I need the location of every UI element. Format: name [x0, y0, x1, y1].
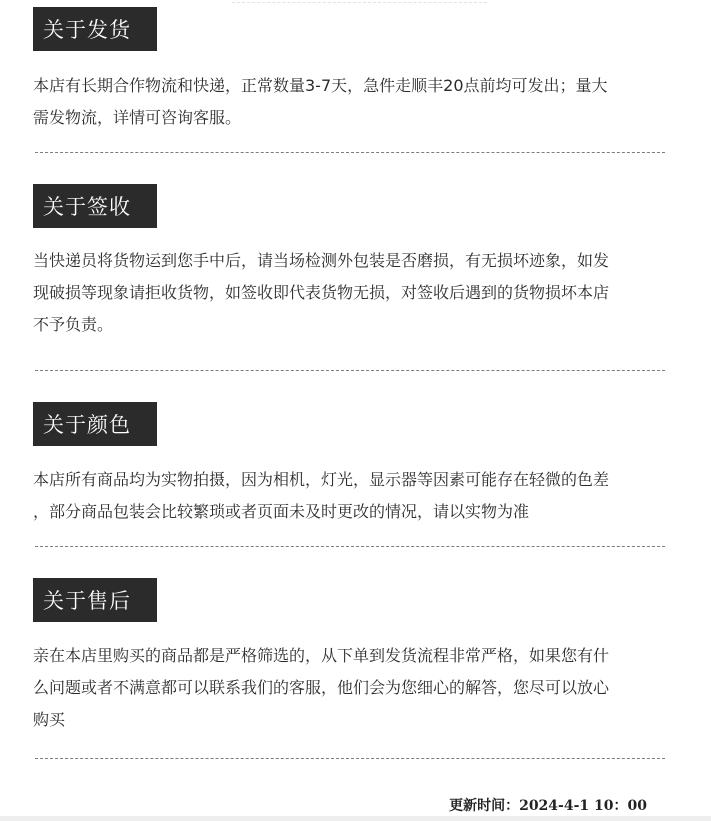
- update-time: 更新时间：2024-4-1 10：00: [449, 798, 647, 814]
- section-title: 关于签收: [43, 195, 131, 219]
- body-line: ，部分商品包装会比较繁琐或者页面未及时更改的情况，请以实物为准: [33, 502, 530, 521]
- body-line: 购买: [33, 710, 66, 729]
- top-cropped-strip: [0, 0, 711, 6]
- section-title: 关于售后: [43, 589, 131, 613]
- section-title: 关于颜色: [43, 413, 131, 437]
- cropped-divider: [232, 2, 487, 3]
- section-body-color: [33, 464, 673, 528]
- section-body-receipt: [33, 245, 673, 341]
- section-title: 关于发货: [43, 18, 131, 42]
- section-divider: [35, 758, 665, 759]
- section-heading-receipt: [33, 184, 157, 228]
- body-line: 需发物流，详情可咨询客服。: [33, 108, 242, 127]
- body-line: 不予负责。: [33, 315, 114, 334]
- section-divider: [35, 370, 665, 371]
- body-line: 亲在本店里购买的商品都是严格筛选的，从下单到发货流程非常严格，如果您有什: [33, 646, 610, 665]
- body-line: 么问题或者不满意都可以联系我们的客服，他们会为您细心的解答，您尽可以放心: [33, 678, 610, 697]
- body-line: 现破损等现象请拒收货物，如签收即代表货物无损，对签收后遇到的货物损坏本店: [33, 283, 610, 302]
- section-divider: [35, 152, 665, 153]
- body-line: 本店有长期合作物流和快递，正常数量3-7天，急件走顺丰20点前均可发出；量大: [33, 76, 608, 95]
- section-heading-color: [33, 402, 157, 446]
- body-line: 本店所有商品均为实物拍摄，因为相机，灯光，显示器等因素可能存在轻微的色差: [33, 470, 610, 489]
- section-body-after-sales: [33, 640, 673, 736]
- body-line: 当快递员将货物运到您手中后，请当场检测外包装是否磨损，有无损坏迹象，如发: [33, 251, 610, 270]
- section-body-shipping: [33, 70, 673, 134]
- section-heading-after-sales: [33, 578, 157, 622]
- section-divider: [35, 546, 665, 547]
- section-heading-shipping: [33, 7, 157, 51]
- bottom-edge: [0, 816, 711, 821]
